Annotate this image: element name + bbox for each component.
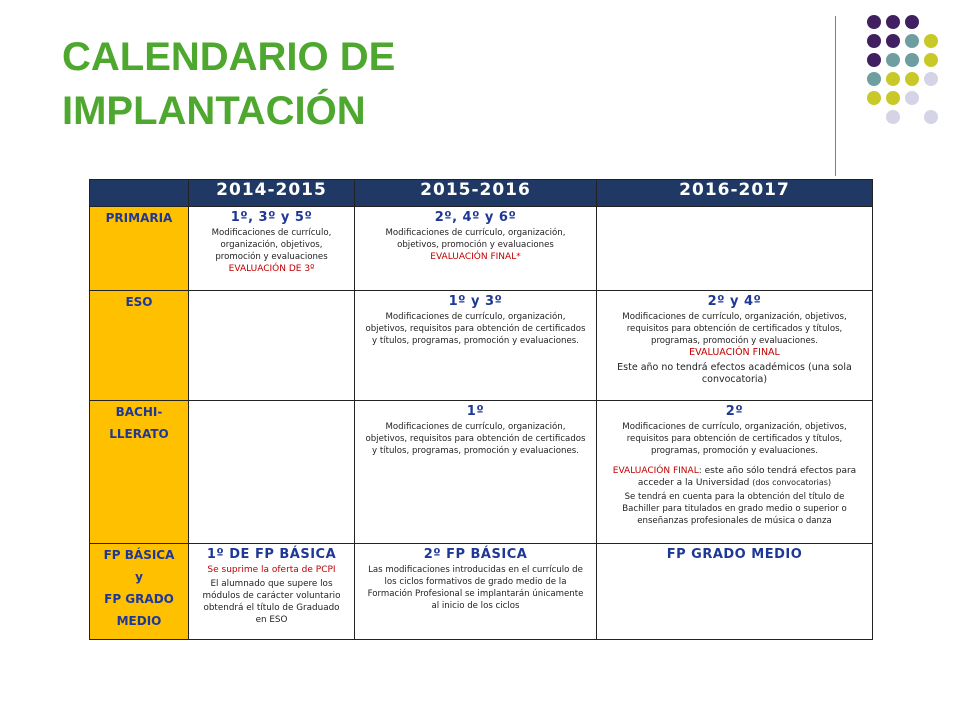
- cell-body: Modificaciones de currículo, organización, objetivos, requisitos para obtención de certificados y títulos, programas, promoción y evaluaciones.: [365, 422, 586, 456]
- decorative-dot: [905, 91, 919, 105]
- row-label-line: FP GRADO: [104, 592, 174, 606]
- cell-body: Modificaciones de currículo, organización, objetivos, requisitos para obtención de certificados y títulos, programas, promoción y evaluaciones.: [622, 422, 847, 456]
- row-label-line: MEDIO: [116, 614, 162, 628]
- cell-note: : este año sólo tendrá efectos para acceder a la Universidad: [637, 466, 857, 488]
- decorative-dot: [924, 53, 938, 67]
- table-row-primaria: [90, 207, 873, 291]
- cell-fp-2014-2015: [189, 544, 355, 640]
- decorative-divider: [835, 16, 836, 176]
- row-label-eso: ESO: [90, 291, 189, 401]
- cell-eso-2014-2015: [189, 291, 355, 401]
- decorative-dot: [886, 34, 900, 48]
- decorative-dot: [905, 34, 919, 48]
- cell-heading: 2º: [725, 404, 744, 419]
- page-title: [62, 30, 762, 138]
- cell-body: Las modificaciones introducidas en el currículo de los ciclos formativos de grado medio de la Formación Profesional se implantarán únicamente al inicio de los ciclos: [367, 565, 584, 611]
- row-label-line: BACHI-: [115, 405, 163, 419]
- cell-note-small: (dos convocatorias): [752, 478, 832, 487]
- table-row-fp: [90, 544, 873, 640]
- cell-eso-2016-2017: [597, 291, 873, 401]
- decorative-dot: [867, 91, 881, 105]
- cell-body: El alumnado que supere los módulos de carácter voluntario obtendrá el título de Graduado en ESO: [202, 579, 341, 625]
- cell-red-note: EVALUACIÓN DE 3º: [228, 264, 315, 274]
- cell-note: Este año no tendrá efectos académicos (una sola convocatoria): [617, 361, 852, 385]
- column-header-2016-2017: 2016-2017: [597, 180, 873, 207]
- cell-body: Modificaciones de currículo, organización, objetivos, requisitos para obtención de certificados y títulos, programas, promoción y evaluaciones.: [622, 312, 847, 346]
- decorative-dot: [886, 15, 900, 29]
- cell-heading: 1º: [466, 404, 485, 419]
- cell-primaria-2014-2015: [189, 207, 355, 291]
- decorative-dot: [905, 53, 919, 67]
- decorative-dot: [924, 72, 938, 86]
- cell-fp-2015-2016: [355, 544, 597, 640]
- cell-primaria-2015-2016: [355, 207, 597, 291]
- table-row-eso: [90, 291, 873, 401]
- row-label-fp: [90, 544, 189, 640]
- title-line-1: CALENDARIO DE: [62, 35, 396, 79]
- cell-bachillerato-2015-2016: [355, 401, 597, 544]
- cell-heading: FP GRADO MEDIO: [666, 547, 803, 562]
- cell-red-note: Se suprime la oferta de PCPI: [207, 565, 336, 575]
- cell-red-note: EVALUACIÓN FINAL: [689, 347, 780, 358]
- cell-red-note: EVALUACIÓN FINAL*: [430, 252, 521, 262]
- table-row-bachillerato: [90, 401, 873, 544]
- decorative-dot: [867, 72, 881, 86]
- decorative-dot: [867, 53, 881, 67]
- cell-note-block: [597, 463, 872, 489]
- cell-bachillerato-2014-2015: [189, 401, 355, 544]
- row-label-line: LLERATO: [109, 427, 169, 441]
- decorative-dot: [886, 110, 900, 124]
- decorative-dot: [867, 34, 881, 48]
- cell-body: Modificaciones de currículo, organización, objetivos, promoción y evaluaciones: [385, 228, 566, 250]
- decorative-dot: [924, 110, 938, 124]
- implementation-calendar-table: [89, 179, 873, 640]
- table-header-row: [90, 180, 873, 207]
- row-label-bachillerato: [90, 401, 189, 544]
- cell-heading: 2º FP BÁSICA: [423, 547, 528, 562]
- decorative-dot: [886, 53, 900, 67]
- cell-heading: 2º y 4º: [707, 294, 762, 309]
- decorative-dot: [886, 72, 900, 86]
- row-label-primaria: PRIMARIA: [90, 207, 189, 291]
- cell-eso-2015-2016: [355, 291, 597, 401]
- cell-fp-2016-2017: [597, 544, 873, 640]
- title-line-2: IMPLANTACIÓN: [62, 89, 366, 133]
- cell-heading: 2º, 4º y 6º: [434, 210, 517, 225]
- decorative-dot: [867, 15, 881, 29]
- cell-bachillerato-2016-2017: [597, 401, 873, 544]
- row-label-line: FP BÁSICA: [103, 548, 175, 562]
- column-header-2014-2015: 2014-2015: [189, 180, 355, 207]
- cell-heading: 1º, 3º y 5º: [230, 210, 313, 225]
- decorative-dot: [905, 72, 919, 86]
- row-label-line: y: [135, 570, 143, 584]
- cell-body: Modificaciones de currículo, organización, objetivos, promoción y evaluaciones: [211, 228, 332, 262]
- decorative-dot: [886, 91, 900, 105]
- cell-heading: 1º DE FP BÁSICA: [206, 547, 337, 562]
- cell-primaria-2016-2017: [597, 207, 873, 291]
- header-corner: [90, 180, 189, 207]
- decorative-dot: [924, 34, 938, 48]
- cell-red-note: EVALUACIÓN FINAL: [612, 466, 699, 476]
- column-header-2015-2016: 2015-2016: [355, 180, 597, 207]
- cell-heading: 1º y 3º: [448, 294, 503, 309]
- decorative-dot: [905, 15, 919, 29]
- cell-body: Modificaciones de currículo, organización, objetivos, requisitos para obtención de certificados y títulos, programas, promoción y evaluaciones.: [365, 312, 586, 346]
- cell-note: Se tendrá en cuenta para la obtención del título de Bachiller para titulados en grado medio o superior o enseñanzas profesionales de música o danza: [622, 492, 847, 526]
